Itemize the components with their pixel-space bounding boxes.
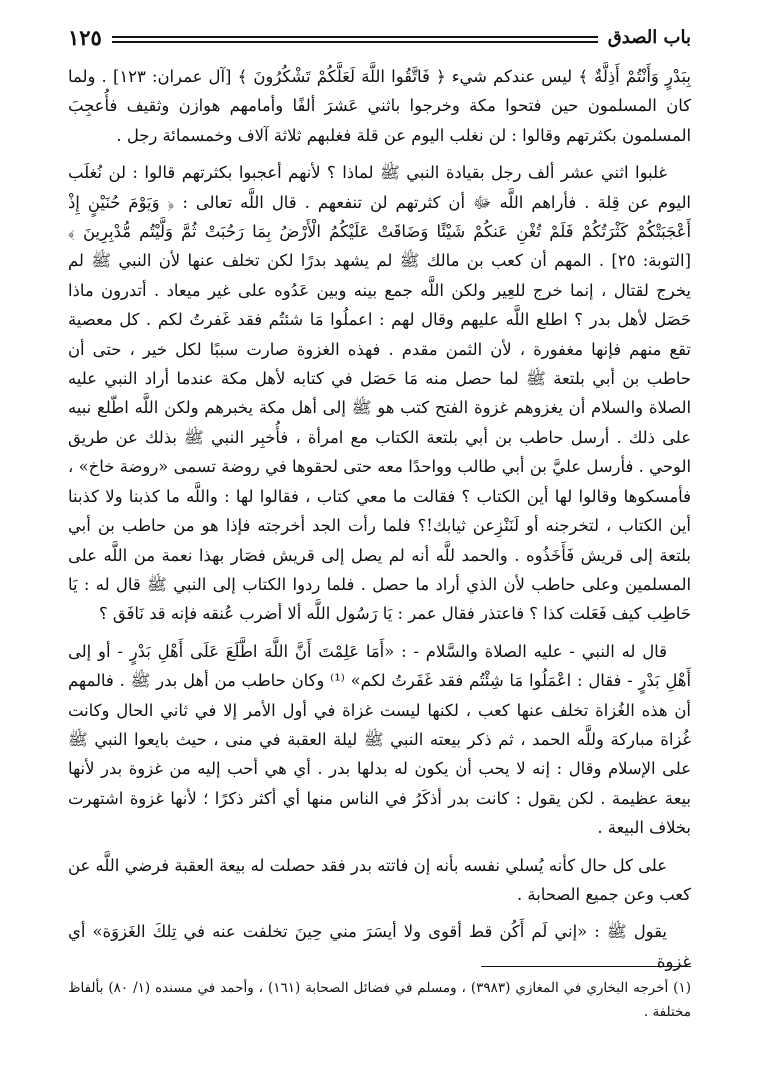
paragraph-4: على كل حال كأنه يُسلي نفسه بأنه إن فاتته بدر فقد حصلت له بيعة العقبة فرضي اللَّه عن كعب وعن جميع الصحابة . [68,855,691,904]
page-header [68,22,691,52]
header-rule [112,36,598,43]
page-number: ١٢٥ [68,24,102,50]
paragraph-5: يقول ﷺ : «إني لَم أَكُن قط أقوى ولا أيسَرَ مني حِينَ تخلفت عنه في تِلكَ الغَزوَة» أي غزوة [68,922,691,971]
body-text [68,62,691,984]
footnote: (١) أخرجه البخاري في المغازي (٣٩٨٣) ، ومسلم في فضائل الصحابة (١٦١) ، وأحمد في مسنده (١/ ٨٠) بألفاظ مختلفة . [68,980,691,1020]
footnote-rule [481,966,691,967]
paragraph-2: غلبوا اثني عشر ألف رجل بقيادة النبي ﷺ لماذا ؟ لأنهم أعجبوا بكثرتهم قالوا : لن نُغلَب اليوم عن قِلة . فأراهم اللَّه ﷻ أن كثرتهم لن تنفعهم . قال اللَّه تعالى : ﴿ وَيَوْمَ حُنَيْنٍ إِذْ أَعْجَبَتْكُمْ كَثْرَتُكُمْ فَلَمْ تُغْنِ عَنكُمْ شَيْئًا وَضَاقَتْ عَلَيْكُمُ الْأَرْضُ بِمَا رَحُبَتْ ثُمَّ وَلَّيْتُم مُّدْبِرِينَ ﴾ [التوبة: ٢٥] . المهم أن كعب بن مالك ﷺ لم يشهد بدرًا لكن تخلف عنها لأن النبي ﷺ لم يخرج لقتال ، إنما خرج للعِير ولكن اللَّه جمع بينه وبين عَدُوه على غير ميعاد . أتدرون ماذا حَصَل لأهل بدر ؟ اطلع اللَّه عليهم وقال لهم : اعملُوا مَا شئتُم فقد غَفرتُ لكم . كل معصية تقع منهم فإنها مغفورة ، لأن الثمن مقدم . فهذه الغزوة صارت سببًا لكل خير ، حتى أن حاطب بن أبي بلتعة ﷺ لما حصل منه مَا حَصَل في كتابه لأهل مكة عندما أراد النبي عليه الصلاة والسلام أن يغزوهم غزوة الفتح كتب هو ﷺ إلى أهل مكة يخبرهم ولكن اللَّه اطّلع نبيه على ذلك . أرسل حاطب بن أبي بلتعة الكتاب مع امرأة ، فأُخبِر النبي ﷺ بذلك عن طريق الوحي . فأرسل عليَّ بن أبي طالب وواحدًا معه حتى لحقوها في روضة تسمى «روضة خاخ» ، فأمسكوها وقالوا لها أين الكتاب ؟ فقالت ما معي كتاب ، فقالوا لها : واللَّه ما كذبنا ولا كذبنا أين الكتاب ، لتخرجنه أو لَنَنْزِعن ثيابك!؟ فلما رأت الجد أخرجته فإذا هو من حاطب بن أبي بلتعة إلى قريش فَأَخَذُوه . والحمد للَّه أنه لم يصل إلى قريش فصَار بهذا نعمة من اللَّه على المسلمين وعلى حاطب لأن الذي أراد ما حصل . فلما ردوا الكتاب إلى النبي ﷺ قال له : يَا حَاطِب كيف فَعَلت كذا ؟ فاعتذر فقال عمر : يَا رَسُول اللَّه ألا أضرب عُنقه فإنه قد نَافَق ؟ [68,163,691,624]
paragraph-1: بِبَدْرٍ وَأَنْتُمْ أَذِلَّةٌ ﴾ ليس عندكم شيء ﴿ فَاتَّقُوا اللَّهَ لَعَلَّكُمْ تَشْكُرُونَ ﴾ [آل عمران: ١٢٣] . ولما كان المسلمون حين فتحوا مكة وخرجوا باثني عَشرَ ألفًا وأمامهم هوازن وثقيف فأُعجِبَ المسلمون بكثرتهم وقالوا : لن نغلب اليوم عن قلة فغلبهم ثلاثة آلاف وخمسمائة رجل . [68,67,691,145]
paragraph-3: قال له النبي - عليه الصلاة والسَّلام - : «أَمَا عَلِمْتَ أَنَّ اللَّهَ اطَّلَعَ عَلَى أَهْلِ بَدْرٍ - أو إلى أَهْلِ بَدْرٍ - فقال : اعْمَلُوا مَا شِئْتُم فقد غَفَرتُ لكم» ⁽¹⁾ وكان حاطب من أهل بدر ﷺ . فالمهم أن هذه الغُزاة تخلف عنها كعب ، لكنها ليست غزاة في أول الأمر إلا في ثاني الحال وكانت غُزاة مباركة وللَّه الحمد ، ثم ذكر بيعته النبي ﷺ ليلة العقبة في منى ، حيث بايعوا النبي ﷺ على الإسلام وقال : إنه لا يحب أن يكون له بدلها بدر . أي هي أحب إليه من غزوة بدر لأنها بيعة عظيمة . لكن يقول : كانت بدر أذكَرُ في الناس منها أي أكثر ذكرًا ؛ لأنها غزوة اشتهرت بخلاف البيعة . [68,641,692,838]
chapter-title: باب الصدق [607,26,691,48]
